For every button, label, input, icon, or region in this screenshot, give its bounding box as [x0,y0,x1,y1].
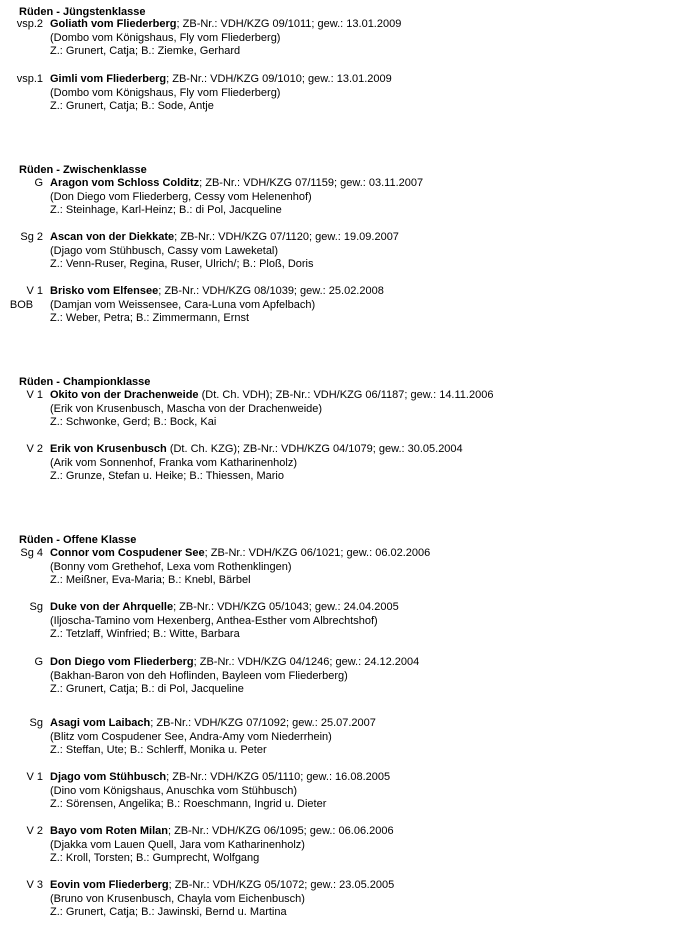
dog-name: Connor vom Cospudener See [50,547,205,559]
grade-label: V 1 [26,285,43,297]
registration-info: ; ZB-Nr.: VDH/KZG 07/1120; gew.: 19.09.2007 [174,231,399,243]
dog-name: Duke von der Ahrquelle [50,601,174,613]
parents-line: (Arik vom Sonnenhof, Franka vom Katharinenholz) [50,456,298,469]
section-title: Rüden - Zwischenklasse [19,164,147,176]
grade-label: V 1 [26,389,43,401]
breeder-owner-line: Z.: Grunert, Catja; B.: Ziemke, Gerhard [50,45,241,57]
breeder-owner-line: Z.: Weber, Petra; B.: Zimmermann, Ernst [50,312,250,324]
parents-line: (Bruno von Krusenbusch, Chayla vom Eichenbusch) [50,892,305,905]
breeder-owner-line: Z.: Sörensen, Angelika; B.: Roeschmann, Ingrid u. Dieter [50,798,327,810]
parents-line: (Dino vom Königshaus, Anuschka vom Stühbusch) [50,784,298,797]
grade-label: V 3 [26,879,43,891]
champion-title: (Dt. Ch. KZG) [166,443,238,455]
registration-info: ; ZB-Nr.: VDH/KZG 04/1079; gew.: 30.05.2004 [237,443,463,455]
breeder-owner-line: Z.: Schwonke, Gerd; B.: Bock, Kai [50,416,217,428]
section-title: Rüden - Championklasse [19,376,151,388]
dog-name: Djago vom Stühbusch [50,771,167,783]
registration-info: ; ZB-Nr.: VDH/KZG 06/1095; gew.: 06.06.2006 [167,825,394,837]
registration-info: ; ZB-Nr.: VDH/KZG 09/1011; gew.: 13.01.2009 [176,18,402,30]
dog-name: Don Diego vom Fliederberg [50,656,194,668]
dog-name: Ascan von der Diekkate [50,231,175,243]
breeder-owner-line: Z.: Steinhage, Karl-Heinz; B.: di Pol, Jacqueline [50,204,282,216]
dog-name: Bayo vom Roten Milan [50,825,168,837]
parents-line: (Bonny vom Grethehof, Lexa vom Rothenklingen) [50,560,292,573]
parents-line: (Dombo vom Königshaus, Fly vom Fliederberg) [50,31,281,44]
registration-info: ; ZB-Nr.: VDH/KZG 05/1072; gew.: 23.05.2005 [168,879,395,891]
grade-label: G [34,177,43,189]
breeder-owner-line: Z.: Grunze, Stefan u. Heike; B.: Thiessen, Mario [50,470,284,482]
parents-line: (Don Diego vom Fliederberg, Cessy vom Helenenhof) [50,190,312,203]
registration-info: ; ZB-Nr.: VDH/KZG 07/1159; gew.: 03.11.2007 [199,177,424,189]
breeder-owner-line: Z.: Grunert, Catja; B.: di Pol, Jacqueline [50,683,244,695]
parents-line: (Damjan vom Weissensee, Cara-Luna vom Apfelbach) [50,298,316,311]
parents-line: (Djago vom Stühbusch, Cassy vom Laweketal) [50,244,279,257]
section-title: Rüden - Jüngstenklasse [19,6,146,18]
breeder-owner-line: Z.: Grunert, Catja; B.: Sode, Antje [50,100,214,112]
dog-name: Okito von der Drachenweide [50,389,199,401]
dog-name: Asagi vom Laibach [50,717,151,729]
registration-info: ; ZB-Nr.: VDH/KZG 09/1010; gew.: 13.01.2009 [166,73,392,85]
registration-info: ; ZB-Nr.: VDH/KZG 06/1021; gew.: 06.02.2006 [204,547,431,559]
grade-label: vsp.2 [16,18,43,30]
registration-info: ; ZB-Nr.: VDH/KZG 08/1039; gew.: 25.02.2008 [158,285,384,297]
dog-name: Erik von Krusenbusch [50,443,167,455]
parents-line: (Dombo vom Königshaus, Fly vom Fliederberg) [50,86,281,99]
registration-info: ; ZB-Nr.: VDH/KZG 05/1043; gew.: 24.04.2005 [173,601,399,613]
grade-label: V 2 [26,443,43,455]
grade-label: Sg 4 [20,547,43,559]
parents-line: (Blitz vom Cospudener See, Andra-Amy vom Niederrhein) [50,730,332,743]
grade-label: G [34,656,43,668]
breeder-owner-line: Z.: Steffan, Ute; B.: Schlerff, Monika u. Peter [50,744,267,756]
award-label: BOB [9,298,34,311]
breeder-owner-line: Z.: Kroll, Torsten; B.: Gumprecht, Wolfgang [50,852,260,864]
dog-name: Aragon vom Schloss Colditz [50,177,200,189]
grade-label: V 1 [26,771,43,783]
parents-line: (Djakka vom Lauen Quell, Jara vom Katharinenholz) [50,838,305,851]
dog-name: Gimli vom Fliederberg [50,73,167,85]
grade-label: vsp.1 [16,73,43,85]
registration-info: ; ZB-Nr.: VDH/KZG 06/1187; gew.: 14.11.2006 [269,389,494,401]
dog-name: Brisko vom Elfensee [50,285,159,297]
breeder-owner-line: Z.: Tetzlaff, Winfried; B.: Witte, Barbara [50,628,240,640]
dog-name: Eovin vom Fliederberg [50,879,169,891]
registration-info: ; ZB-Nr.: VDH/KZG 05/1110; gew.: 16.08.2005 [166,771,391,783]
section-title: Rüden - Offene Klasse [19,534,137,546]
breeder-owner-line: Z.: Venn-Ruser, Regina, Ruser, Ulrich/; B.: Ploß, Doris [50,258,314,270]
grade-label: Sg [29,601,43,613]
grade-label: Sg 2 [20,231,43,243]
grade-label: V 2 [26,825,43,837]
champion-title: (Dt. Ch. VDH) [198,389,270,401]
parents-line: (Erik von Krusenbusch, Mascha von der Drachenweide) [50,402,323,415]
grade-label: Sg [29,717,43,729]
parents-line: (Iljoscha-Tamino vom Hexenberg, Anthea-Esther vom Albrechtshof) [50,614,378,627]
breeder-owner-line: Z.: Grunert, Catja; B.: Jawinski, Bernd u. Martina [50,906,287,918]
registration-info: ; ZB-Nr.: VDH/KZG 07/1092; gew.: 25.07.2007 [150,717,376,729]
registration-info: ; ZB-Nr.: VDH/KZG 04/1246; gew.: 24.12.2004 [193,656,420,668]
breeder-owner-line: Z.: Meißner, Eva-Maria; B.: Knebl, Bärbel [50,574,251,586]
parents-line: (Bakhan-Baron von deh Hoflinden, Bayleen vom Fliederberg) [50,669,348,682]
dog-name: Goliath vom Fliederberg [50,18,177,30]
